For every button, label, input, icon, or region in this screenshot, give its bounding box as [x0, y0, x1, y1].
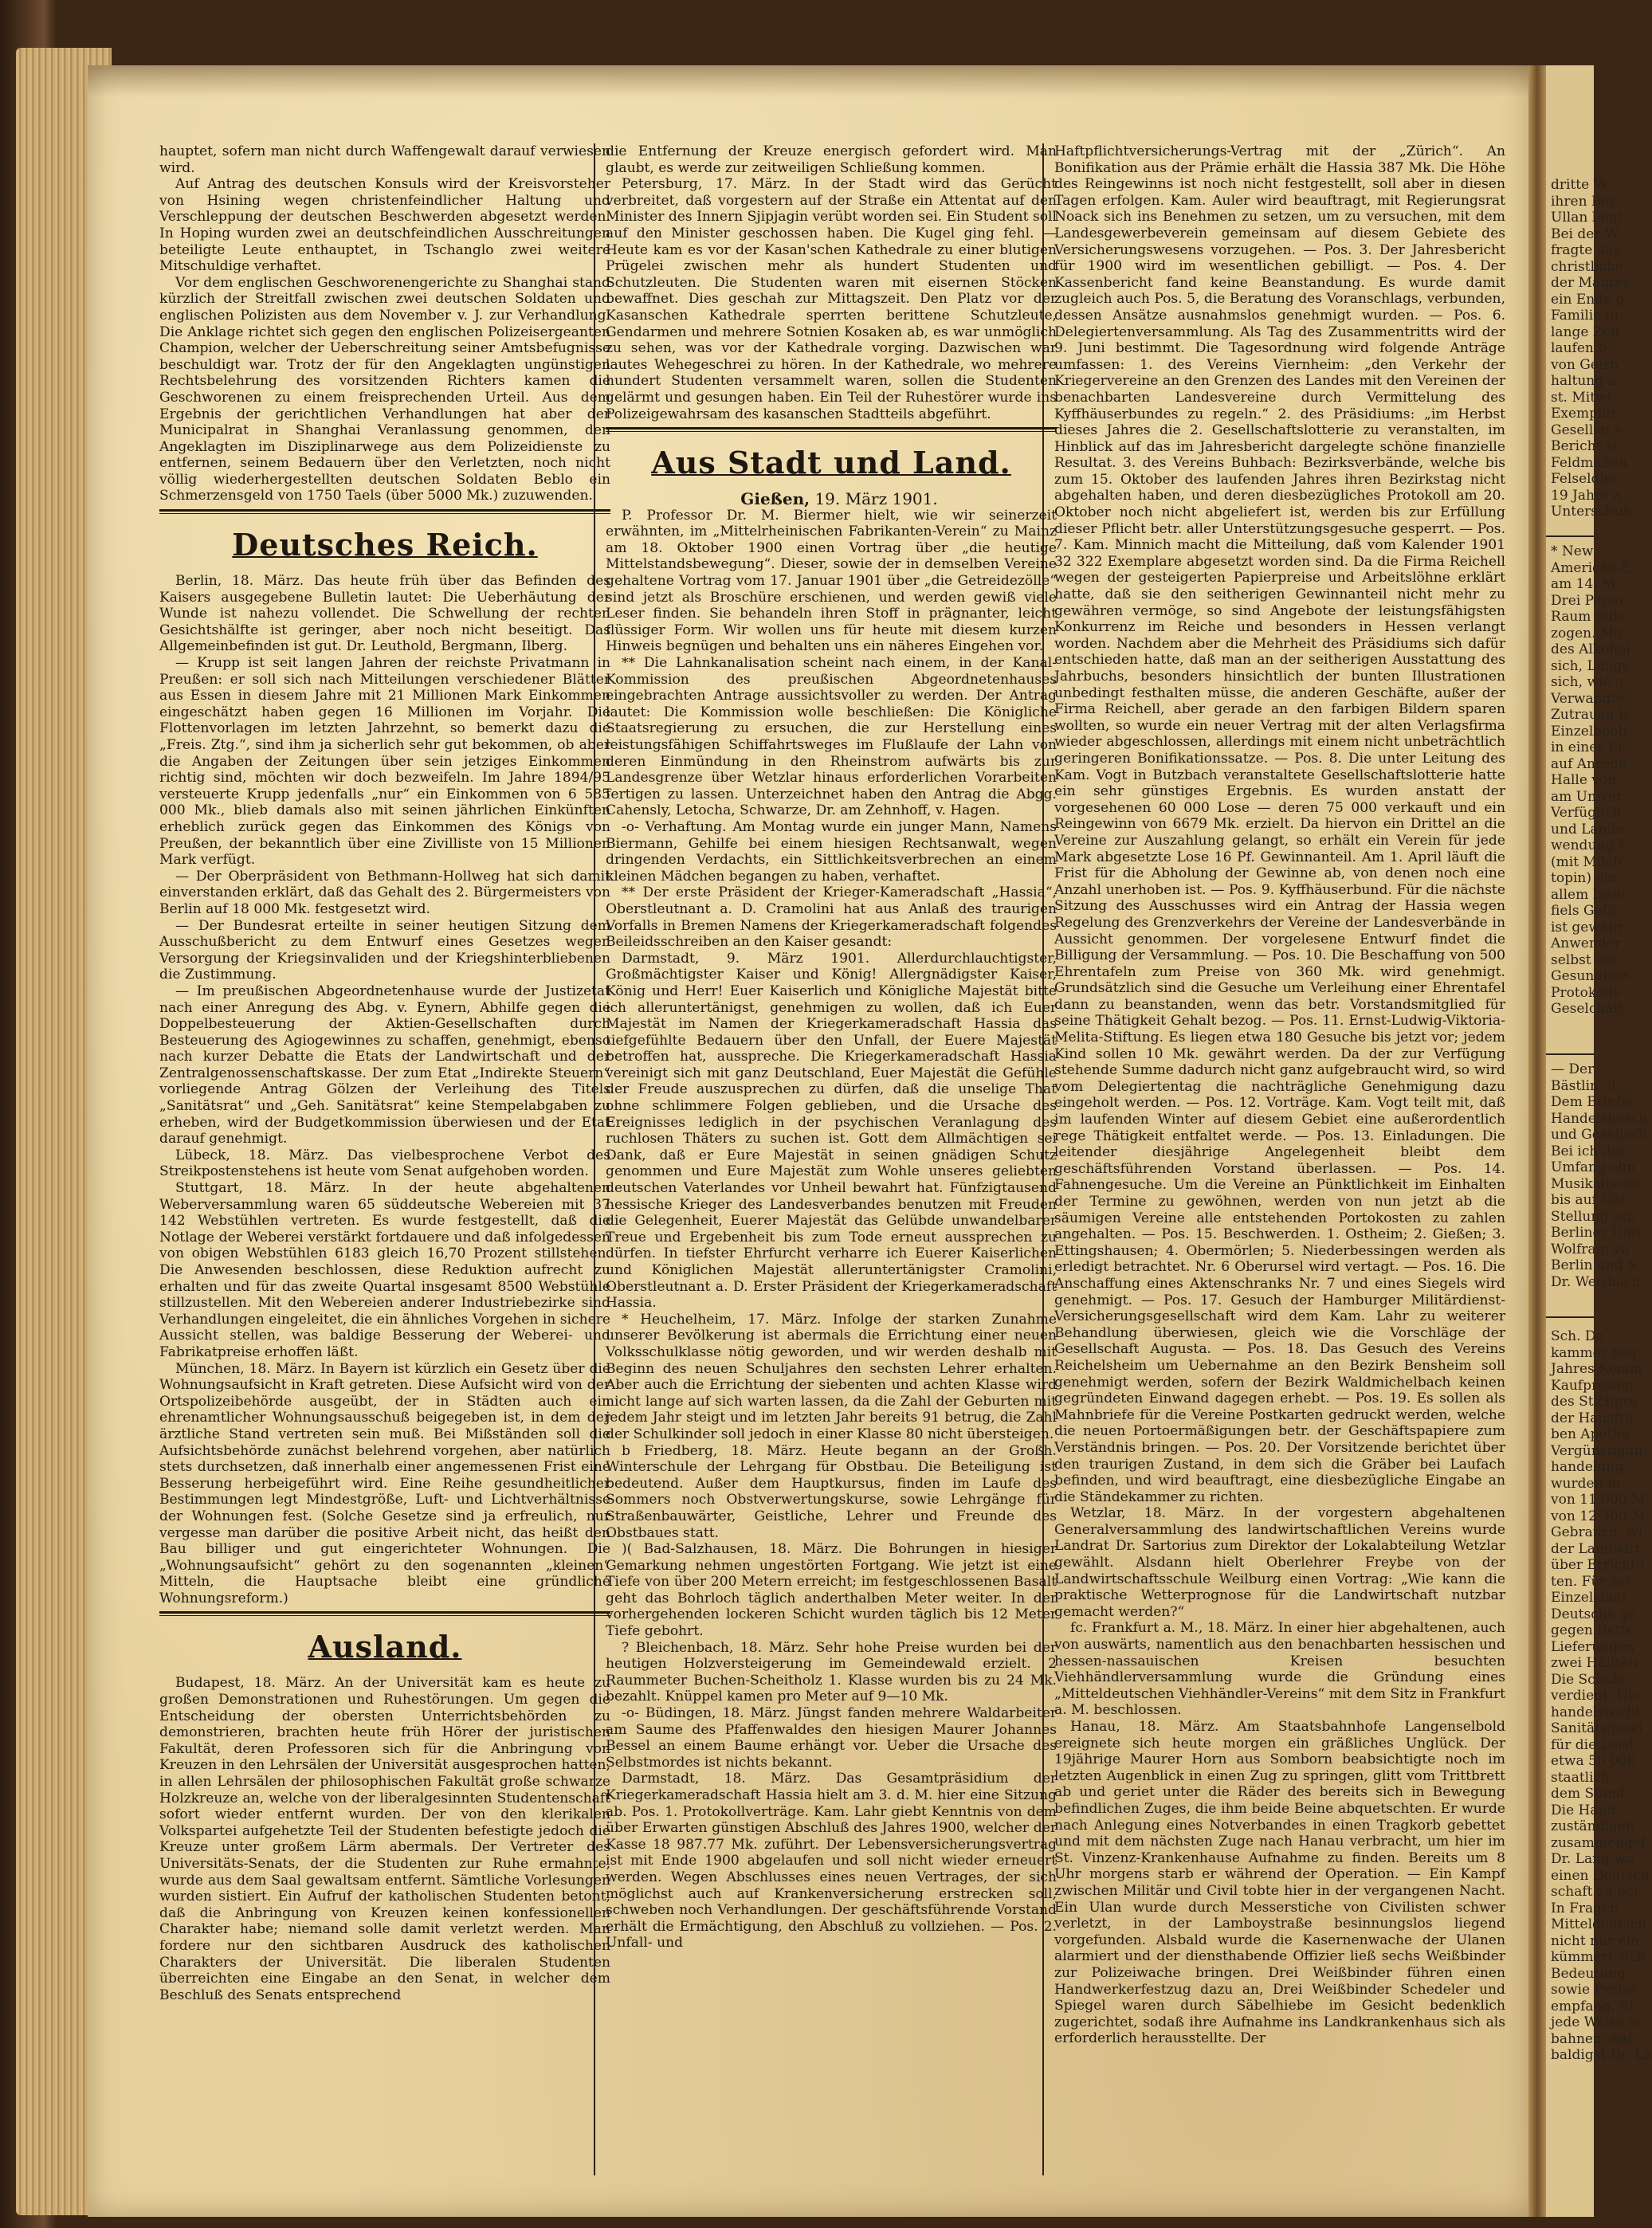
- next-page-line: sowie Preise: [1551, 1982, 1638, 1998]
- next-page-line: Handelsbesch: [1551, 1110, 1648, 1127]
- page-shadow: [88, 65, 1532, 97]
- next-page-line: der Maurer: [1551, 275, 1630, 291]
- deutsches-reich-section: [159, 573, 610, 1606]
- next-page-line: dritte W: [1551, 177, 1608, 193]
- next-page-line: American-E: [1551, 559, 1631, 576]
- next-page-line: etwa 50 000: [1551, 1753, 1636, 1769]
- next-page-line: Dr. Weisbach: [1551, 1273, 1641, 1290]
- next-page-line: christliche: [1551, 258, 1623, 275]
- next-page-line: Bei ich der: [1551, 1143, 1626, 1159]
- next-page-fragment: [1546, 65, 1652, 2217]
- next-page-block-bottom: [1546, 1328, 1652, 2064]
- stadt-und-land-section: [606, 508, 1057, 1951]
- next-page-block-mid1: [1546, 543, 1631, 1018]
- next-page-line: haltung a: [1551, 373, 1616, 389]
- next-page-line: Dr. Lang wo: [1551, 1851, 1634, 1867]
- next-page-line: des Alkohol: [1551, 641, 1630, 657]
- next-page-line: auf Anrege: [1551, 755, 1627, 772]
- next-page-line: Gesundheit: [1551, 968, 1630, 984]
- next-page-rule: [1546, 535, 1594, 537]
- next-page-line: Gebrauch, wi: [1551, 1524, 1642, 1540]
- next-page-line: bahnen, auf: [1551, 2030, 1633, 2047]
- heading-ausland: Ausland.: [308, 1629, 462, 1665]
- next-page-line: wendung f: [1551, 837, 1623, 853]
- next-page-line: zuständigen: [1551, 1818, 1634, 1834]
- section-rule: [159, 1611, 610, 1616]
- article-paragraph: Auf Antrag des deutschen Konsuls wird der Kreisvorsteher von Hsining wegen christenfeindlicher Haltung und Verschleppung der deutschen Beschwerden abgesetzt werden. In Hoping wurden zwei an deutschfeindlichen Ausschreitungen beteiligte Leute enthauptet, in Tschanglo zwei weitere Mitschuldige verhaftet.: [159, 176, 610, 275]
- next-page-line: Berlin und S: [1551, 1257, 1637, 1273]
- article-paragraph: ? Bleichenbach, 18. März. Sehr hohe Preise wurden bei der heutigen Holzversteigerung im Gemeindewald erzielt. 2 Raummeter Buchen-Scheitholz 1. Klasse wurden bis zu 24 Mk. bezahlt. Knüppel kamen pro Meter auf 9—10 Mk.: [606, 1639, 1057, 1705]
- next-page-line: kümmert sich: [1551, 1949, 1646, 1965]
- next-page-line: Gesellen s: [1551, 422, 1622, 438]
- next-page-line: st. Mitwi: [1551, 389, 1612, 406]
- article-paragraph: — Im preußischen Abgeordnetenhause wurde der Justizetat nach einer Anregung des Abg. v. Eynern, Abhilfe gegen die Doppelbesteuerung der Aktien-Gesellschaften durch Besteuerung des Agiogewinnes zu schaffen, genehmigt, ebenso nach kurzer Debatte die Etats der Landwirtschaft und der Zentralgenossenschaftskasse. Der zum Etat „Indirekte Steuern“ vorliegende Antrag Gölzen der Verleihung des Titels „Sanitätsrat“ und „Geh. Sanitätsrat“ keine Stempelabgaben zu erheben, wird der Budgetkommission überwiesen und der Etat darauf genehmigt.: [159, 983, 610, 1147]
- next-page-line: Deutsche ge: [1551, 1606, 1637, 1622]
- next-page-line: Berliner Univ: [1551, 1225, 1644, 1241]
- next-page-line: Vergünstigun: [1551, 1442, 1643, 1459]
- next-page-line: Exemplar: [1551, 406, 1617, 422]
- next-page-line: von 12 300 M: [1551, 1508, 1646, 1524]
- article-paragraph: Darmstadt, 9. März 1901. Allerdurchlauchtigster, Großmächtigster Kaiser und König! Allergnädigster Kaiser, König und Herr! Euer Kaiserlich und Königliche Majestät bitte ich alleruntertänigst, genehmigen zu wollen, daß ich Euer Majestät im Namen der Kriegerkameradschaft Hassia das tiefgefühlte Bedauern über den Unfall, der Euere Majestät betroffen hat, ausspreche. Die Kriegerkameradschaft Hassia vereinigt sich mit ganz Deutschland, Euer Majestät die Gefühle der Freude auszusprechen zu dürfen, daß die unselige That ohne schlimmere Folgen geblieben, und die Ursache des Ereignisses lediglich in der psychischen Veranlagung des ruchlosen Thäters zu suchen ist. Gott dem Allmächtigen sei Dank, daß er Eure Majestät in seinen gnädigen Schutz genommen und Eure Majestät zum Wohle unseres geliebten deutschen Vaterlandes vor Unheil bewahrt hat. Fünfzigtausend hessische Krieger des Landesverbandes benutzen mit Freuden die Gelegenheit, Euerer Majestät das Gelübde unwandelbarer Treue und Ergebenheit bis zum Tode erneut aussprechen zu dürfen. In tiefster Ehrfurcht verharre ich Euerer Kaiserlichen und Königlichen Majestät alleruntertänigster Cramolini, Oberstleutnant a. D. Erster Präsident der Kriegerkameradschaft Hassia.: [606, 950, 1057, 1312]
- next-page-line: handelung: [1551, 1459, 1624, 1475]
- article-paragraph: hauptet, sofern man nicht durch Waffengewalt darauf verwiesen wird.: [159, 143, 610, 176]
- next-page-line: fragte das: [1551, 242, 1621, 258]
- article-paragraph: b Friedberg, 18. März. Heute begann an der Großh. Winterschule der Lehrgang für Obstbau. Die Beteiligung ist bedeutend. Außer dem Hauptkursus, finden im Laufe des Sommers noch Obstverwertungskurse, sowie Lehrgänge für Straßenbauwärter, Geistliche, Lehrer und Freunde des Obstbaues statt.: [606, 1442, 1057, 1541]
- next-page-line: Ullan liegt: [1551, 210, 1623, 226]
- article-paragraph: Stuttgart, 18. März. In der heute abgehaltenen Weberversammlung waren 65 süddeutsche Webereien mit 37 142 Webstühlen vertreten. Es wurde festgestellt, daß die Notlage der Weberei verstärkt fortdauere und daß infolgedessen von obigen Webstühlen 6183 gleich 16,70 Prozent stillstehen. Die Anwesenden beschlossen, diese Reduktion aufrecht zu erhalten und für das zweite Quartal insgesamt 8500 Webstühle stillzustellen. Mit den Webereien anderer Industriebezirke sind Verhandlungen eingeleitet, die ein ähnliches Vorgehen in sichere Aussicht stellen, was baldige Besserung der Weberei- und Fabrikatpreise erhoffen läßt.: [159, 1180, 610, 1360]
- next-page-line: Raum fülle: [1551, 609, 1626, 625]
- next-page-line: am Univer: [1551, 788, 1623, 805]
- next-page-line: allem Insel: [1551, 886, 1626, 903]
- ausland-continued-section: [606, 143, 1057, 422]
- next-page-line: einen Deutsch: [1551, 1867, 1650, 1884]
- article-paragraph: P. Professor Dr. M. Biermer hielt, wie wir seinerzeit erwähnten, im „Mittelrheinischen Fabrikanten-Verein“ zu Mainz am 18. Oktober 1900 einen Vortrag über „die heutige Mittelstandsbewegung“. Dieser, sowie der in demselben Vereine gehaltene Vortrag vom 17. Januar 1901 über „die Getreidezölle“ sind jetzt als Broschüre erschienen, und werden gewiß viele Leser finden. Sie behandeln ihren Stoff in prägnanter, leicht flüssiger Form. Wir wollen uns für heute mit diesem kurzen Hinweis begnügen und behalten uns ein näheres Eingehen vor.: [606, 507, 1057, 655]
- next-page-line: Protokolle: [1551, 984, 1622, 1001]
- next-page-line: Wolfram vo: [1551, 1241, 1629, 1257]
- article-paragraph: Darmstadt, 18. März. Das Gesamtpräsidium der Kriegerkameradschaft Hassia hielt am 3. d. M. hier eine Sitzung ab. Pos. 1. Protokollverträge. Kam. Lahr giebt Kenntnis von dem über Erwarten günstigen Abschluß des Jahres 1900, welcher der Kasse 18 987.77 Mk. zuführt. Der Lebensversicherungsvertrag ist mit Ende 1900 abgelaufen und soll nicht wieder erneuert werden. Wegen Abschlusses eines neuen Vertrages, der sich möglichst auch auf Krankenversicherung erstrecken soll, schweben noch Verhandlungen. Der geschäftsführende Vorstand erhält die Ermächtigung, den Abschluß zu vollziehen. — Pos. 2. Unfall- und: [606, 1771, 1057, 1951]
- article-paragraph: — Der Bundesrat erteilte in seiner heutigen Sitzung dem Ausschußbericht zu dem Entwurf eines Gesetzes wegen Versorgung der Kriegsinvaliden und der Kriegshinterbliebenen die Zustimmung.: [159, 917, 610, 983]
- article-paragraph: München, 18. März. In Bayern ist kürzlich ein Gesetz über die Wohnungsaufsicht in Kraft getreten. Diese Aufsicht wird von der Ortspolizeibehörde ausgeübt, der in Städten auch ein ehrenamtlicher Wohnungsausschuß beigegeben ist, in dem der ärztliche Stand vertreten sein muß. Bei Mißständen soll die Aufsichtsbehörde zunächst belehrend vorgehen, aber natürlich stets durchsetzen, daß innerhalb einer angemessenen Frist eine Besserung herbeigeführt wird. Eine Reihe gesundheitlicher Bestimmungen legt Mindestgröße, Luft- und Lichtverhältnisse der Wohnungen fest. (Solche Gesetze sind ja erfreulich, nur vergesse man darüber die positive Arbeit nicht, das heißt den Bau billiger und gut eingerichteter Wohnungen. Die „Wohnungsaufsicht“ gehört zu den sogenannten „kleinen“ Mitteln, die Hauptsache bleibt eine gründliche Wohnungsreform.): [159, 1360, 610, 1606]
- next-page-line: der Landwirt: [1551, 1540, 1641, 1557]
- next-page-line: Jahres Komm: [1551, 1361, 1642, 1377]
- next-page-line: dem Stand: [1551, 1786, 1625, 1802]
- next-page-line: über Errichtu: [1551, 1557, 1645, 1573]
- next-page-line: Verwandte: [1551, 690, 1625, 707]
- next-page-line: Halle von: [1551, 772, 1617, 788]
- next-page-line: In Frageb: [1551, 1900, 1619, 1916]
- next-page-line: 19 Jahre a: [1551, 487, 1622, 504]
- dateline: [606, 491, 1057, 508]
- next-page-line: von Geisb: [1551, 356, 1619, 373]
- article-paragraph: Berlin, 18. März. Das heute früh über das Befinden des Kaisers ausgegebene Bulletin lautet: Die Ueberhäutung der Wunde ist nahezu vollendet. Die Schwellung der rechten Gesichtshälfte ist geringer, aber noch nicht beseitigt. Das Allgemeinbefinden ist gut. Dr. Leuthold, Bergmann, Ilberg.: [159, 573, 610, 655]
- article-paragraph: Budapest, 18. März. An der Universität kam es heute zu großen Demonstrationen und Ruhestörungen. Um gegen die Entscheidung der obersten Unterrichtsbehörden zu demonstrieren, brachten heute früh Hörer der juristischen Fakultät, deren Professoren sich für die Anbringung von Kreuzen in den Lehrsälen der Universität ausgesprochen hatten, in allen Lehrsälen der philosophischen Fakultät große schwarze Holzkreuze an, welche von der liberalgesinnten Studentenschaft sofort wieder entfernt wurden. Der von den klerikalen Volkspartei aufgehetzte Teil der Studenten befestigte jedoch die Kreuze unter großem Lärm abermals. Der Vertreter des Universitäts-Senats, der die Studenten zur Ruhe ermahnte, wurde aus dem Saal gewaltsam entfernt. Sämtliche Vorlesungen wurden sistiert. Ein Aufruf der katholischen Studenten betont, daß die Anbringung von Kreuzen keinen konfessionellen Charakter habe; niemand solle damit verletzt werden. Man fordere nur den sichtbaren Ausdruck des katholischen Charakters der Universität. Die liberalen Studenten überreichten eine Eingabe an den Senat, in welcher dem Beschluß des Senats entsprechend: [159, 1675, 610, 2003]
- article-paragraph: )( Bad-Salzhausen, 18. März. Die Bohrungen in hiesiger Gemarkung nehmen ungestörten Fortgang. Wie jetzt ist eine Tiefe von über 200 Metern erreicht; im festgeschlossenen Basalt geht das Bohrloch täglich anderthalben Meter weiter. In der vorhergehenden lockeren Schicht wurden täglich bis 12 Meter Tiefe gebohrt.: [606, 1541, 1057, 1640]
- next-page-line: Bericht st: [1551, 438, 1619, 454]
- next-page-line: selbst ein: [1551, 951, 1617, 968]
- article-paragraph: Vor dem englischen Geschworenengerichte zu Shanghai stand kürzlich der Streitfall zwischen zwei deutschen Soldaten und englischen Polizisten aus dem November v. J. zur Verhandlung. Die Anklage richtet sich gegen den englischen Polizeisergeanten Champion, welcher der Ueberschreitung seiner Amtsbefugnisse beschuldigt war. Trotz der für den Angeklagten ungünstigen Rechtsbelehrung des vorsitzenden Richters kamen die Geschworenen zu einem freisprechenden Urteil. Aus dem Ergebnis der gerichtlichen Verhandlungen hat aber der Municipalrat in Shanghai Veranlassung genommen, den Angeklagten im Disziplinarwege aus dem Polizeidienste zu entfernen, seinem Bedauern über den Verletzten, noch nicht völlig wiederhergestellten deutschen Soldaten Beblo ein Schmerzensgeld von 1750 Taels (über 5000 Mk.) zuzuwenden.: [159, 274, 610, 504]
- next-page-line: nicht nur ein: [1551, 1932, 1639, 1949]
- regional-news-section: [1054, 143, 1505, 2047]
- next-page-line: Dem Briefw: [1551, 1094, 1633, 1110]
- next-page-line: ein Ende g: [1551, 291, 1625, 308]
- next-page-line: Feldmaßen: [1551, 454, 1627, 471]
- next-page-line: Sanitätsgesel: [1551, 1720, 1643, 1736]
- next-page-line: topin) ein: [1551, 870, 1617, 886]
- next-page-line: Mitteldeutsch: [1551, 1916, 1646, 1932]
- next-page-line: * New: [1551, 543, 1594, 559]
- next-page-line: und Lande: [1551, 821, 1624, 837]
- next-page-line: von 11 000 M: [1551, 1492, 1646, 1508]
- column-3: [1054, 143, 1505, 2047]
- column-2: [606, 143, 1057, 1951]
- book-binding: [1528, 65, 1546, 2217]
- next-page-block-top: [1546, 177, 1632, 520]
- next-page-line: Lieferungen: [1551, 1638, 1635, 1655]
- dateline-place: Gießen,: [740, 489, 810, 509]
- article-paragraph: ** Der erste Präsident der Krieger-Kameradschaft „Hassia“, Oberstleutnant a. D. Cramolini hat aus Anlaß des traurigen Vorfalls in Bremen Namens der Kriegerkameradschaft folgendes Beileidsschreiben an den Kaiser gesandt:: [606, 885, 1057, 951]
- next-page-line: Zutrauen b: [1551, 707, 1628, 723]
- article-paragraph: Petersburg, 17. März. In der Stadt wird das Gerücht verbreitet, daß vorgestern auf der Straße ein Attentat auf den Minister des Innern Sjipjagin verübt worden sei. Ein Student soll auf den Minister geschossen haben. Die Kugel ging fehl. — Heute kam es vor der Kasan'schen Kathedrale zu einer blutigen Prügelei zwischen mehr als hundert Studenten und Schutzleuten. Die Studenten waren mit eisernen Stöcken bewaffnet. Dies geschah zur Mittagszeit. Den Platz vor der Kasanschen Kathedrale sperrten berittene Schutzleute, Gendarmen und mehrere Sotnien Kosaken ab, es war unmöglich zu sehen, was vor der Kathedrale vorging. Dazwischen war lautes Wehegeschrei zu hören. In der Kathedrale, wo mehrere hundert Studenten versammelt waren, sollen die Studenten gelärmt und gesungen haben. Ein Teil der Ruhestörer wurde ins Polizeigewahrsam des kasanschen Stadtteils abgeführt.: [606, 176, 1057, 422]
- china-news-section: [159, 143, 610, 504]
- heading-deutsches-reich: Deutsches Reich.: [232, 527, 538, 563]
- article-paragraph: Hanau, 18. März. Am Staatsbahnhofe Langenselbold ereignete sich heute morgen ein gräßliches Unglück. Der 19jährige Maurer Horn aus Somborn beabsichtigte noch im letzten Augenblick in einen Zug zu springen, glitt vom Trittbrett ab und geriet unter die Räder des bereits sich in Bewegung befindlichen Zuges, die ihm beide Beine abquetschten. Er wurde nach Anlegung eines Notverbandes in einen Tragkorb gebettet und mit dem nächsten Zuge nach Hanau verbracht, um hier im St. Vinzenz-Krankenhause Aufnahme zu finden. Bereits um 8 Uhr morgens starb er während der Operation. — Ein Kampf zwischen Militär und Civil tobte hier in der vergangenen Nacht. Ein Ulan wurde durch Messerstiche von Civilisten schwer verletzt, in der Lamboystraße besinnungslos liegend vorgefunden. Alsbald wurde die Kasernenwache der Ulanen alarmiert und der diensthabende Offizier ließ sechs Weißbinder zur Polizeiwache bringen. Drei Weißbinder führen einen Handwerkerfestzug dazu an, Drei Weißbinder Schedeler und Spiegel waren durch Säbelhiebe im Gesicht bedenklich zugerichtet, sodaß ihre Aufnahme ins Landkrankenhaus sich als erforderlich herausstellte. Der: [1054, 1719, 1505, 2047]
- next-page-line: der Hausfra: [1551, 1410, 1634, 1426]
- next-page-line: gegen Bette: [1551, 1622, 1634, 1638]
- next-page-line: staatlich: [1551, 1769, 1611, 1786]
- section-rule: [606, 427, 1057, 432]
- next-page-line: laufen b: [1551, 340, 1607, 356]
- next-page-line: Sch. Da: [1551, 1328, 1604, 1344]
- article-paragraph: fc. Frankfurt a. M., 18. März. In einer hier abgehaltenen, auch von auswärts, namentlich aus den benachbarten hessischen und hessen-nassauischen Kreisen besuchten Viehhändlerversammlung wurde die Gründung eines „Mitteldeutschen Viehhändler-Vereins“ mit dem Sitz in Frankfurt a. M. beschlossen.: [1054, 1620, 1505, 1719]
- article-paragraph: ** Die Lahnkanalisation scheint nach einem, in der Kanal-Kommission des preußischen Abgeordnetenhauses eingebrachten Antrage aussichtsvoller zu werden. Der Antrag lautet: Die Kommission wolle beschließen: Die Königliche Staatsregierung zu ersuchen, die zur Herstellung eines leistungsfähigen Schiffahrtsweges im Flußlaufe der Lahn von deren Einmündung in den Rheinstrom aufwärts bis zur Landesgrenze über Wetzlar hinaus erforderlichen Vorarbeiten fertigen zu lassen. Unterzeichnet haben den Antrag die Abgg. Cahensly, Letocha, Schwarze, Dr. am Zehnhoff, v. Hagen.: [606, 655, 1057, 819]
- article-paragraph: — Der Oberpräsident von Bethmann-Hollweg hat sich damit einverstanden erklärt, daß das Gehalt des 2. Bürgermeisters von Berlin auf 18 000 Mk. festgesetzt wird.: [159, 868, 610, 917]
- article-paragraph: Lübeck, 18. März. Das vielbesprochene Verbot des Streikpostenstehens ist heute vom Senat aufgehoben worden.: [159, 1147, 610, 1180]
- next-page-line: Einzelbeob: [1551, 723, 1627, 739]
- next-page-line: Geselchaft: [1551, 1001, 1624, 1017]
- article-paragraph: -o- Verhaftung. Am Montag wurde ein junger Mann, Namens Biermann, Gehilfe bei einem hiesigen Rechtsanwalt, wegen dringenden Verdachts, ein Sittlichkeitsverbrechen an einem kleinen Mädchen begangen zu haben, verhaftet.: [606, 818, 1057, 885]
- next-page-line: sich, Lunge: [1551, 657, 1630, 674]
- next-page-line: baldigst Dr. La: [1551, 2047, 1652, 2063]
- next-page-line: kammer beg: [1551, 1344, 1638, 1361]
- next-page-line: ben Apothe: [1551, 1426, 1630, 1442]
- next-page-line: lange Zeit: [1551, 324, 1621, 340]
- next-page-line: Die Hand: [1551, 1802, 1616, 1818]
- next-page-line: Einzelstaat: [1551, 1590, 1627, 1606]
- next-page-line: am 14. M: [1551, 576, 1616, 592]
- next-page-rule: [1546, 1316, 1594, 1318]
- next-page-line: verdient. Ub: [1551, 1688, 1637, 1704]
- next-page-line: wurden in: [1551, 1475, 1621, 1492]
- next-page-line: sich, wie g: [1551, 674, 1624, 690]
- next-page-line: Drei Perso: [1551, 592, 1623, 609]
- next-page-block-mid2: [1546, 1061, 1648, 1290]
- next-page-line: Verfüglich: [1551, 805, 1622, 821]
- next-page-line: Bedeutung: [1551, 1965, 1626, 1982]
- article-paragraph: die Entfernung der Kreuze energisch gefordert wird. Man glaubt, es werde zur zeitweiligen Schließung kommen.: [606, 143, 1057, 176]
- column-1: [159, 143, 610, 2003]
- next-page-line: — Der: [1551, 1061, 1595, 1077]
- next-page-line: jede Weise w: [1551, 2014, 1641, 2030]
- next-page-line: Unterschuh: [1551, 504, 1632, 520]
- article-paragraph: — Krupp ist seit langen Jahren der reichste Privatmann in Preußen: er soll sich nach Mitteilungen verschiedener Blätter aus Essen in diesem Jahre mit 21 Millionen Mark Einkommen eingeschätzt haben gegen 16 Millionen im Vorjahr. Die Flottenvorlagen im letzten Jahrzehnt, so bemerkt dazu die „Freis. Ztg.“, sind ihm ja sicherlich sehr gut bekommen, ob aber die Angaben der Zeitungen über sein jetziges Einkommen richtig sind, möchten wir doch bezweifeln. Im Jahre 1894/95 versteuerte Krupp jedenfalls „nur“ ein Einkommen von 6 585 000 Mk., blieb damals also mit seinen jährlichen Einkünften erheblich zurück gegen das Einkommen des Königs von Preußen, der bekanntlich über eine Zivilliste von 15 Millionen Mark verfügt.: [159, 655, 610, 869]
- next-page-line: handelsrecht: [1551, 1704, 1641, 1720]
- next-page-line: Familie ni: [1551, 308, 1619, 324]
- next-page-line: Musikalische: [1551, 1175, 1642, 1192]
- next-page-line: bis auf Gül: [1551, 1192, 1626, 1208]
- next-page-line: in einer Ei: [1551, 739, 1623, 755]
- article-paragraph: * Heuchelheim, 17. März. Infolge der starken Zunahme unserer Bevölkerung ist abermals die Errichtung einer neuen Volksschulklasse nötig geworden, und wir werden deshalb mit Beginn des neuen Schuljahres den sechsten Lehrer erhalten. Aber auch die Errichtung der siebenten und achten Klasse wird nicht lange auf sich warten lassen, da die Zahl der Geburten mit jedem Jahr steigt und im letzten Jahr bereits 91 betrug, die Zahl der Schulkinder soll jedoch in einer Klasse 80 nicht übersteigen.: [606, 1311, 1057, 1442]
- article-paragraph: Haftpflichtversicherungs-Vertrag mit der „Zürich“. An Bonifikation aus der Prämie erhält die Hassia 387 Mk. Die Höhe des Reingewinns ist noch nicht festgestellt, soll aber in diesen Tagen erfolgen. Kam. Auler wird beauftragt, mit Regierungsrat Noack sich ins Benehmen zu setzen, um zu versuchen, mit dem Landesgewerbeverein gemeinsam auf diesem Gebiete des Versicherungswesens vorzugehen. — Pos. 3. Der Jahresbericht für 1900 wird im wesentlichen gebilligt. — Pos. 4. Der Kassenbericht fand keine Beanstandung. Es wurde damit zugleich auch Pos. 5, die Beratung des Voranschlags, verbunden, dessen Ansätze ausnahmslos genehmigt wurden. — Pos. 6. Delegiertenversammlung. Als Tag des Zusammentritts wird der 9. Juni bestimmt. Die Tagesordnung wird folgende Anträge umfassen: 1. des Vereins Viernheim: „den Verkehr der Kriegervereine an den Grenzen des Landes mit den Vereinen der benachbarten Landesvereine durch Vermittelung des Kyffhäuserbundes zu regeln.“ 2. des Präsidiums: „im Herbst dieses Jahres die 2. Gesellschaftslotterie zu veranstalten, im Hinblick auf das im Jahresbericht dargelegte schöne finanzielle Resultat. 3. des Vereins Buhbach: Bezirksverbände, welche bis zum 15. Oktober des laufenden Jahres ihren Bezirkstag nicht abgehalten haben, und deren diesbezügliches Protokoll am 20. Oktober noch nicht abgeliefert ist, werden bis zur Erfüllung dieser Pflicht betr. aller Unterstützungsgesuche gesperrt. — Pos. 7. Kam. Minnich macht die Mitteilung, daß vom Kalender 1901 32 322 Exemplare abgesetzt worden sind. Da die Firma Reichell wegen der gesteigerten Papierpreise und Arbeitslöhne erklärt hatte, daß sie den seitherigen Gewinnanteil nicht mehr zu gewähren vermöge, so sind Angebote der leistungsfähigsten Konkurrenz im Reiche und besonders in Hessen verlangt worden. Nachdem aber die Mehrheit des Präsidiums sich dafür entschieden hatte, daß man an der seitherigen Ausstattung des Jahrbuchs, besonders hinsichtlich der bunten Illustrationen unbedingt festhalten müsse, die anderen Geschäfte, außer der Firma Reichell, aber gerade an den farbigen Bildern sparen wollten, so wurde ein neuer Vertrag mit der alten Verlagsfirma wieder abgeschlossen, allerdings mit einem nicht unbeträchtlich geringeren Bonifikationssatze. — Pos. 8. Die unter Leitung des Kam. Vogt in Butzbach veranstaltete Gesellschaftslotterie hatte ein sehr günstiges Ergebnis. Es wurden anstatt der vorgesehenen 60 000 Lose — deren 75 000 verkauft und ein Reingewinn von 6679 Mk. erzielt. Da hiervon ein Drittel an die Vereine zur Auszahlung gelangt, so erhält ein Verein für jede Mark abgesetzte Lose 16 Pf. Gewinnanteil. Am 1. April läuft die Frist für die Abholung der Gewinne ab, von denen noch eine Anzahl unerhoben ist. — Pos. 9. Kyffhäuserbund. Für die nächste Sitzung des Ausschusses wird ein Antrag der Hassia wegen Regelung des Grenzverkehrs der Vereine der Landesverbände in Aussicht genommen. Der vorgelesene Entwurf findet die Billigung der Versammlung. — Pos. 10. Die Beschaffung von 500 Ehrentafeln zum Preise von 360 Mk. wird genehmigt. Grundsätzlich sind die Gesuche um Verleihung einer Ehrentafel dann zu beanstanden, wenn das betr. Vorstandsmitglied für seine Thätigkeit Gehalt bezog. — Pos. 11. Ernst-Ludwig-Viktoria-Melita-Stiftung. Es liegen etwa 180 Gesuche bis jetzt vor; jedem Kind sollen 10 Mk. gewährt werden. Da der zur Verfügung stehende Summe dadurch nicht ganz aufgebraucht wird, so wird vom Delegiertentag die nachträgliche Genehmigung dazu eingeholt werden. — Pos. 12. Vorträge. Kam. Vogt teilt mit, daß im laufenden Winter auf diesem Gebiet eine außerordentlich rege Thätigkeit entfaltet werde. — Pos. 13. Einladungen. Die leitender diesjährige Angelegenheit bleibt dem geschäftsführenden Vorstand überlassen. — Pos. 14. Fahnengesuche. Um die Vereine an Pünktlichkeit im Einhalten der Termine zu gewöhnen, werden von nun jetzt ab die säumigen Vereine alle entstehenden Portokosten zu zahlen angehalten. — Pos. 15. Beschwerden. 1. Ostheim; 2. Gießen; 3. Ettingshausen; 4. Obermörlen; 5. Niederbessingen werden als erledigt betrachtet. Nr. 6 Oberursel wird vertagt. — Pos. 16. Die Anschaffung eines Aktenschranks Nr. 7 und eines Siegels wird genehmigt. — Pos. 17. Gesuch der Hamburger Militärdienst-Versicherungsgesellschaft wird dem Kam. Lahr zu weiterer Behandlung überwiesen, gleich wie die Vorschläge der Gesellschaft Augusta. — Pos. 18. Das Gesuch des Vereins Reichelsheim um Uebernahme an den Bezirk Bensheim soll genehmigt werden, sofern der Bezirk Waldmichelbach keinen gegründeten Einwand dagegen erhebt. — Pos. 19. Es sollen als Mahnbriefe für die Vereine Postkarten gedruckt werden, welche die neuen Portoermäßigungen betr. der Geschäftspapiere zum Verständnis bringen. — Pos. 20. Der Vorsitzende berichtet über den traurigen Zustand, in dem sich die Gräber bei Laufach befinden, und wird beauftragt, eine diesbezügliche Eingabe an die Ständekammer zu richten.: [1054, 143, 1505, 1505]
- ausland-section: [159, 1675, 610, 2003]
- next-page-line: zogen. Me: [1551, 625, 1623, 641]
- next-page-line: Bei der W: [1551, 226, 1619, 242]
- next-page-line: Die Schule: [1551, 1671, 1626, 1688]
- next-page-line: ist gewähr: [1551, 919, 1624, 936]
- next-page-line: Umfang ohn: [1551, 1159, 1636, 1175]
- section-rule: [159, 509, 610, 514]
- heading-aus-stadt-und-land: Aus Stadt und Land.: [651, 445, 1011, 481]
- next-page-line: ten. Für sei: [1551, 1573, 1630, 1590]
- dateline-date: 19. März 1901.: [814, 489, 938, 509]
- next-page-line: für die Leist: [1551, 1736, 1634, 1753]
- next-page-line: und Gesellsch: [1551, 1127, 1647, 1143]
- next-page-line: Bästlin, it: [1551, 1077, 1618, 1094]
- next-page-line: zwei Hälften: [1551, 1655, 1638, 1671]
- next-page-line: zusammengef: [1551, 1834, 1646, 1851]
- article-paragraph: Wetzlar, 18. März. In der vorgestern abgehaltenen Generalversammlung des landwirtschaftlichen Vereins wurde Landrat Dr. Sartorius zum Direktor der Lokalabteilung Wetzlar gewählt. Alsdann hielt Oberlehrer Freybe von der Landwirtschaftsschule Weilburg einen Vortrag: „Wie kann die praktische Wetterprognose für die Landwirtschaft nutzbar gemacht werden?“: [1054, 1505, 1505, 1620]
- next-page-line: schaft zu bei: [1551, 1884, 1638, 1900]
- next-page-line: des Stichpre: [1551, 1394, 1638, 1410]
- next-page-line: Stellung sch: [1551, 1208, 1636, 1225]
- next-page-line: ihren Bez: [1551, 193, 1617, 210]
- next-page-line: Kaufpreisen: [1551, 1377, 1634, 1394]
- article-paragraph: -o- Büdingen, 18. März. Jüngst fanden mehrere Waldarbeiter am Saume des Pfaffenwaldes den hiesigen Maurer Johannes Bessel an einem Baume erhängt vor. Ueber die Ursache des Selbstmordes ist nichts bekannt.: [606, 1705, 1057, 1771]
- next-page-line: empfang. Ei: [1551, 1998, 1634, 2014]
- next-page-line: (mit Milch: [1551, 853, 1623, 870]
- next-page-line: Felseldler: [1551, 471, 1619, 487]
- next-page-line: fiels Gefü: [1551, 903, 1616, 919]
- next-page-line: Anwender: [1551, 936, 1621, 951]
- next-page-rule: [1546, 1053, 1594, 1055]
